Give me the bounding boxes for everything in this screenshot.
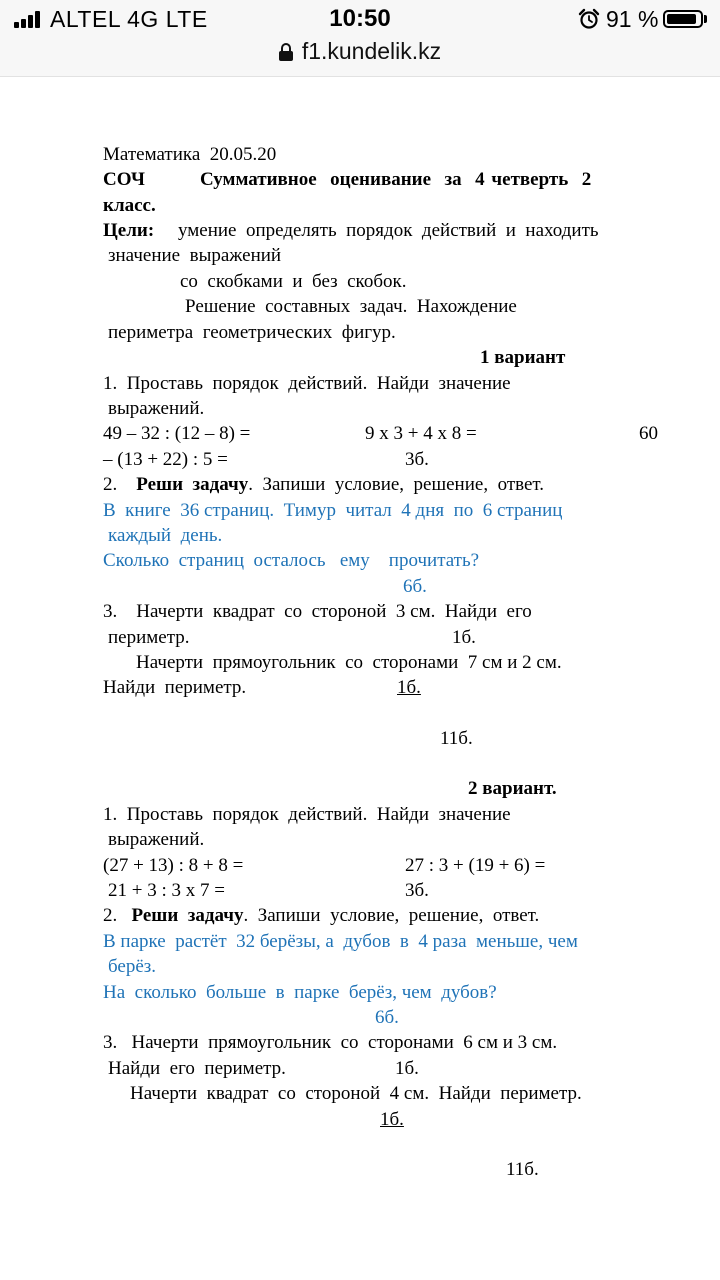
document-page [0, 76, 720, 1280]
v1-problem-question: Сколько страниц осталось ему прочитать? [103, 550, 480, 571]
battery-cap [704, 15, 707, 23]
battery-icon [663, 10, 703, 28]
v2-expression: (27 + 13) : 8 + 8 = [103, 855, 244, 876]
v1-task2 [103, 473, 544, 497]
goals-line: периметра геометрических фигур. [108, 322, 396, 343]
task-instruction: Реши задачу [131, 905, 244, 926]
v1-task1-cont: выражений. [108, 398, 205, 419]
v1-expression: 9 x 3 + 4 x 8 = [365, 423, 477, 444]
goals-line: Решение составных задач. Нахождение [185, 296, 517, 317]
v1-expression: – (13 + 22) : 5 = [103, 449, 228, 470]
v1-task3b-cont: Найди периметр. [103, 677, 247, 698]
v2-task3b: Начерти квадрат со стороной 4 см. Найди периметр. [130, 1083, 582, 1104]
v1-task3: 3. Начерти квадрат со стороной 3 см. Найди его [103, 601, 532, 622]
v2-problem-text: берёз. [108, 956, 157, 977]
battery-percent: 91 % [606, 6, 659, 32]
v2-task2 [103, 904, 539, 928]
v2-expression: 21 + 3 : 3 x 7 = [108, 880, 225, 901]
v2-task1-score: 3б. [405, 880, 429, 901]
soch-label: СОЧ [103, 169, 145, 190]
v2-task2-score: 6б. [375, 1007, 399, 1028]
v1-task3b: Начерти прямоугольник со сторонами 7 см и 2 см. [136, 652, 562, 673]
status-time: 10:50 [329, 5, 391, 32]
v1-expression: 49 – 32 : (12 – 8) = [103, 423, 251, 444]
browser-chrome [0, 0, 720, 77]
v2-expression: 27 : 3 + (19 + 6) = [405, 855, 546, 876]
task-number: 2. [103, 905, 118, 926]
v1-task3-cont: периметр. [108, 627, 190, 648]
v2-task3: 3. Начерти прямоугольник со сторонами 6 см и 3 см. [103, 1032, 558, 1053]
doc-title: Суммативное оценивание за 4 четверть 2 [200, 169, 592, 190]
subject-date: Математика 20.05.20 [103, 144, 277, 165]
v1-task3b-score: 1б. [397, 677, 421, 698]
goals-label: Цели: [103, 220, 155, 241]
v2-problem-question: На сколько больше в парке берёз, чем дубов? [103, 982, 497, 1003]
variant-2-heading: 2 вариант. [468, 778, 557, 799]
v2-task1-cont: выражений. [108, 829, 205, 850]
doc-title-cont: класс. [103, 195, 156, 216]
v1-task1: 1. Проставь порядок действий. Найди значение [103, 373, 511, 394]
v1-task2-score: 6б. [403, 576, 427, 597]
url-text: f1.kundelik.kz [301, 38, 442, 64]
carrier-label: ALTEL 4G LTE [50, 6, 208, 32]
goals-line: умение определять порядок действий и находить [178, 220, 599, 241]
v2-task3b-score: 1б. [380, 1109, 404, 1130]
v2-task1: 1. Проставь порядок действий. Найди значение [103, 804, 511, 825]
lock-icon [279, 43, 293, 61]
alarm-clock-icon [578, 8, 600, 30]
v2-task3-score: 1б. [395, 1058, 419, 1079]
task-number: 2. [103, 474, 118, 495]
task-instruction: Реши задачу [136, 474, 249, 495]
task-instruction-rest: . Запиши условие, решение, ответ. [243, 905, 540, 926]
v2-total-score: 11б. [506, 1159, 539, 1180]
v1-expression: 60 [639, 423, 658, 444]
goals-line: значение выражений [108, 245, 282, 266]
task-instruction-rest: . Запиши условие, решение, ответ. [248, 474, 545, 495]
variant-1-heading: 1 вариант [480, 347, 566, 368]
status-bar [0, 0, 720, 40]
v1-total-score: 11б. [440, 728, 473, 749]
goals-line: со скобками и без скобок. [180, 271, 407, 292]
v1-problem-text: В книге 36 страниц. Тимур читал 4 дня по 6 страниц [103, 500, 563, 521]
v1-problem-text: каждый день. [108, 525, 223, 546]
v2-task3-cont: Найди его периметр. [108, 1058, 286, 1079]
v2-problem-text: В парке растёт 32 берёзы, а дубов в 4 раза меньше, чем [103, 931, 578, 952]
v1-task3-score: 1б. [452, 627, 476, 648]
address-bar[interactable] [0, 38, 720, 68]
v1-task1-score: 3б. [405, 449, 429, 470]
